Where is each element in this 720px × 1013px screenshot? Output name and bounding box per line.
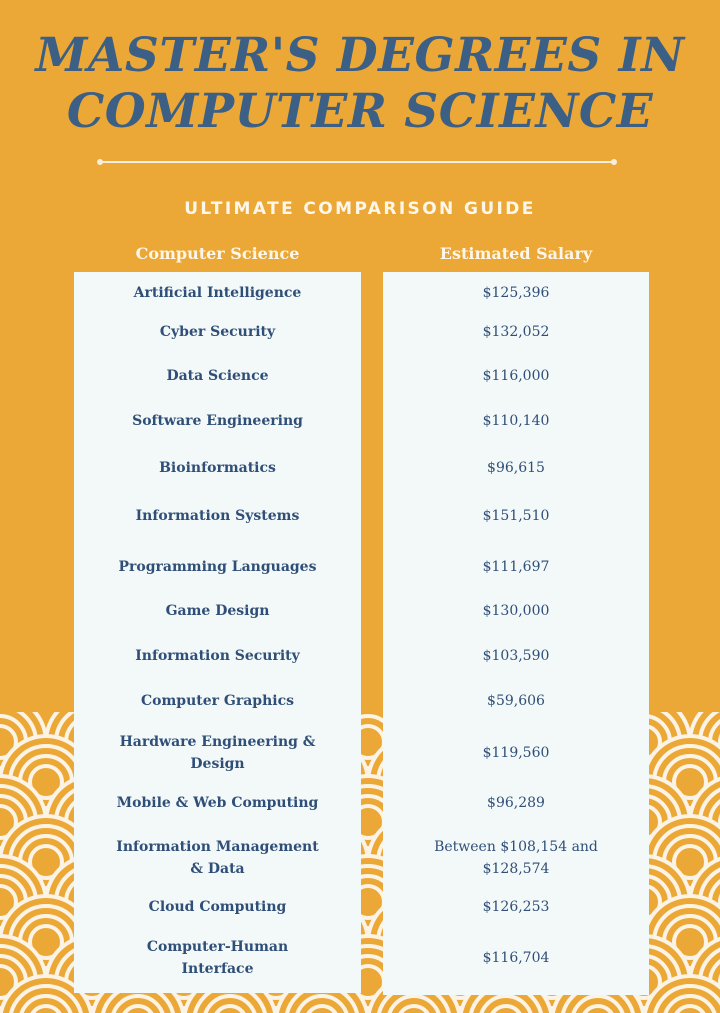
column-header-field: Computer Science [135,244,300,263]
salary-cell: $59,606 [487,693,545,709]
subtitle: ULTIMATE COMPARISON GUIDE [184,199,536,219]
field-name-cell: Cloud Computing [148,899,287,915]
field-name-cell: Computer Graphics [141,693,294,709]
salary-cell: $151,510 [482,508,550,524]
field-name-cell: Artificial Intelligence [133,285,302,301]
page-title: MASTER'S DEGREES IN COMPUTER SCIENCE [35,28,685,139]
field-name-cell: Data Science [166,368,269,384]
salary-cell: $96,289 [487,795,545,811]
field-name-cell: Cyber Security [159,324,276,340]
salary-cell: $110,140 [482,413,550,429]
field-name-cell: Programming Languages [118,559,317,575]
salary-cell: $125,396 [482,285,550,301]
salary-cell: $116,000 [482,368,550,384]
salary-cell: $111,697 [482,559,550,575]
salary-cell: $96,615 [487,460,545,476]
salary-cell: $126,253 [482,899,550,915]
salary-cell: $119,560 [482,745,550,761]
field-name-cell: Information Security [135,648,300,664]
salary-cell: $103,590 [482,648,550,664]
field-name-cell: Game Design [165,603,270,619]
field-name-cell: Computer-Human Interface [146,939,289,977]
column-header-salary: Estimated Salary [439,244,593,263]
salary-cell: Between $108,154 and $128,574 [434,839,598,877]
salary-cell: $132,052 [482,324,550,340]
field-name-cell: Information Management & Data [116,839,319,877]
salary-cell: $116,704 [482,950,550,966]
salary-cell: $130,000 [482,603,550,619]
title-divider [100,161,614,163]
field-name-cell: Mobile & Web Computing [116,795,319,811]
field-name-cell: Hardware Engineering & Design [119,734,316,772]
field-name-cell: Software Engineering [132,413,303,429]
field-name-cell: Bioinformatics [159,460,276,476]
field-name-cell: Information Systems [135,508,300,524]
